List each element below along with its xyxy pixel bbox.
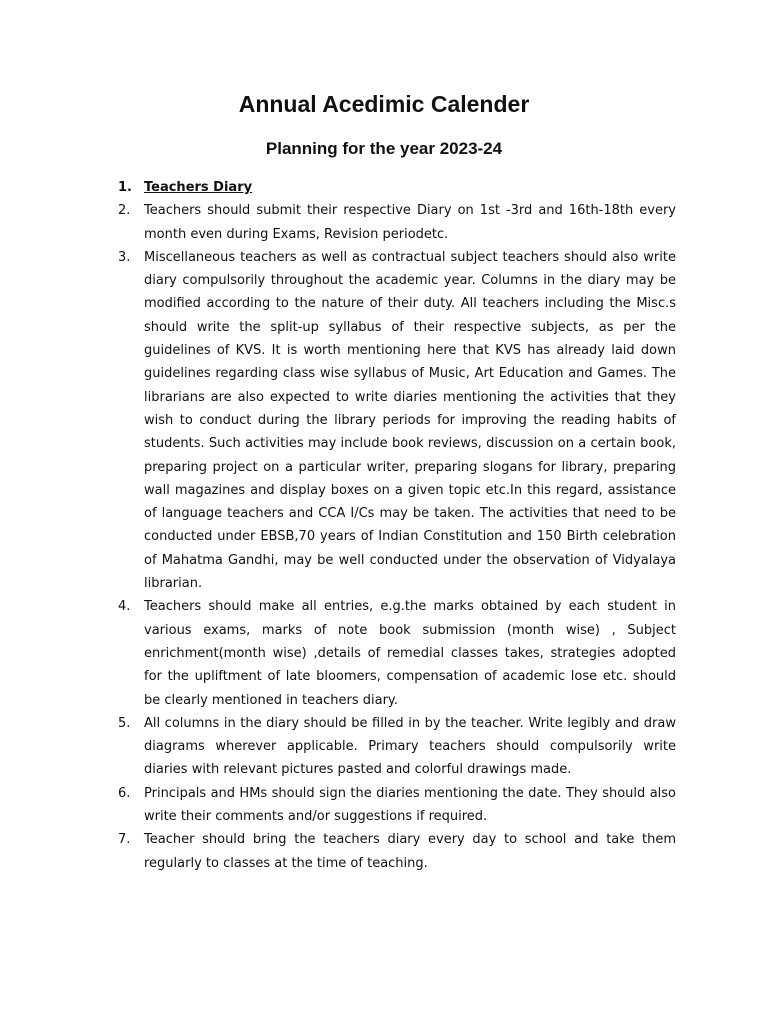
list-item-text: Teachers should make all entries, e.g.the marks obtained by each student in various exams, marks of note book submission (month wise) , Subject enrichment(month wise) ,details of remedial classes takes, strategies adopted for the upliftment of late bloomers, compensation of academic lose etc. should be clearly mentioned in teachers diary. (144, 599, 676, 708)
list-item-text: Teachers should submit their respective Diary on 1st -3rd and 16th-18th every month even during Exams, Revision periodetc. (144, 203, 676, 242)
list-item-number: 2. (118, 203, 131, 219)
list-item (118, 828, 676, 875)
list-item-number: 5. (118, 715, 131, 731)
list-item (118, 712, 676, 782)
list-item (118, 176, 676, 199)
list-item (118, 199, 676, 246)
list-item-number: 3. (118, 249, 131, 265)
list-item (118, 246, 676, 595)
list-item-number: 1. (118, 180, 132, 195)
list-item-text: Principals and HMs should sign the diaries mentioning the date. They should also write their comments and/or suggestions if required. (144, 785, 676, 825)
numbered-list (118, 176, 676, 875)
list-item (118, 595, 676, 711)
list-item (118, 782, 676, 829)
list-item-number: 4. (118, 599, 131, 615)
list-item-number: 6. (118, 785, 131, 801)
list-item-number: 7. (118, 832, 131, 848)
list-item-text: Miscellaneous teachers as well as contractual subject teachers should also write diary compulsorily throughout the academic year. Columns in the diary may be modified according to the nature of their duty. All teachers including the Misc.s should write the split-up syllabus of their respective subjects, as per the guidelines of KVS. It is worth mentioning here that KVS has already laid down guidelines regarding class wise syllabus of Music, Art Education and Games. The librarians are also expected to write diaries mentioning the activities that they wish to conduct during the library periods for improving the reading habits of students. Such activities may include book reviews, discussion on a certain book, preparing project on a particular writer, preparing slogans for library, preparing wall magazines and display boxes on a given topic etc.In this regard, assistance of language teachers and CCA I/Cs may be taken. The activities that need to be conducted under EBSB,70 years of Indian Constitution and 150 Birth celebration of Mahatma Gandhi, may be well conducted under the observation of Vidyalaya librarian. (144, 249, 676, 592)
list-item-text: All columns in the diary should be filled in by the teacher. Write legibly and draw diagrams wherever applicable. Primary teachers should compulsorily write diaries with relevant pictures pasted and colorful drawings made. (144, 715, 676, 778)
list-item-text: Teacher should bring the teachers diary every day to school and take them regularly to classes at the time of teaching. (144, 832, 676, 871)
document-subtitle: Planning for the year 2023-24 (265, 139, 503, 158)
list-item-heading: Teachers Diary (144, 180, 253, 195)
document-title: Annual Acedimic Calender (238, 91, 530, 117)
